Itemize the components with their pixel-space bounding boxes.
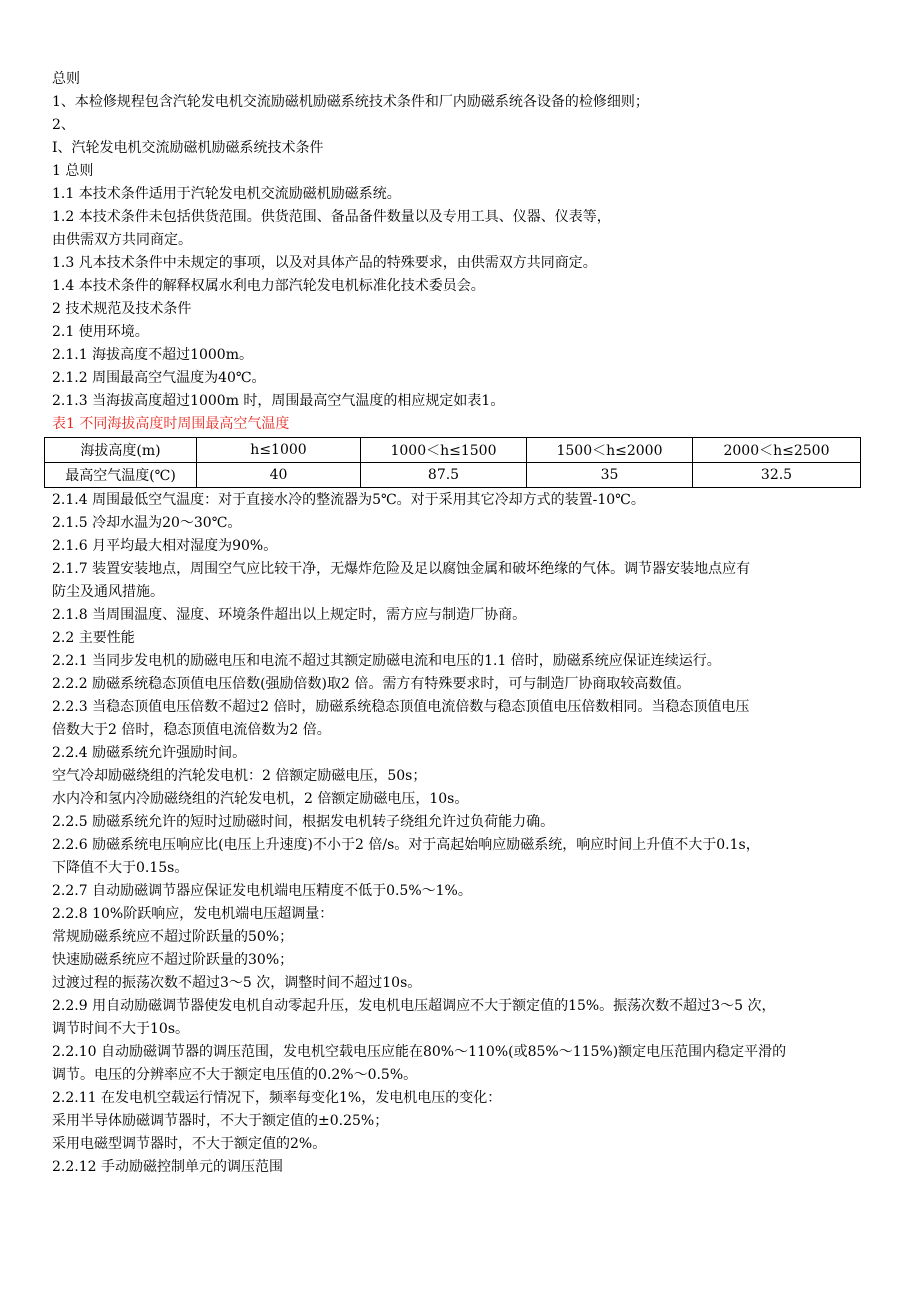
table-cell: 1000＜h≤1500: [361, 438, 527, 463]
text-line: 2.1 使用环境。: [52, 324, 149, 340]
document-page: [52, 68, 872, 1179]
text-line: 调节。电压的分辨率应不大于额定电压值的0.2%～0.5%。: [52, 1067, 418, 1083]
text-line: 倍数大于2 倍时，稳态顶值电流倍数为2 倍。: [52, 722, 331, 738]
heading-general: 总则: [52, 71, 80, 87]
table-cell: 87.5: [361, 463, 527, 488]
table-row: [45, 438, 861, 463]
text-line: 2.1.3 当海拔高度超过1000m 时，周围最高空气温度的相应规定如表1。: [52, 393, 505, 409]
text-line: 过渡过程的振荡次数不超过3～5 次，调整时间不超过10s。: [52, 975, 422, 991]
text-line: 防尘及通风措施。: [52, 584, 164, 600]
text-line: 水内冷和氢内冷励磁绕组的汽轮发电机，2 倍额定励磁电压，10s。: [52, 791, 469, 807]
text-line: 2.1.6 月平均最大相对湿度为90%。: [52, 538, 278, 554]
text-line: 下降值不大于0.15s。: [52, 860, 189, 876]
text-line: 1、本检修规程包含汽轮发电机交流励磁机励磁系统技术条件和厂内励磁系统各设备的检修细则；: [52, 94, 649, 110]
text-line: 2.2.11 在发电机空载运行情况下，频率每变化1%，发电机电压的变化：: [52, 1090, 502, 1106]
table-cell: h≤1000: [197, 438, 361, 463]
text-line: 2.1.1 海拔高度不超过1000m。: [52, 347, 253, 363]
section-heading: Ⅰ、汽轮发电机交流励磁机励磁系统技术条件: [52, 140, 324, 156]
text-line: 1.3 凡本技术条件中未规定的事项，以及对具体产品的特殊要求，由供需双方共同商定。: [52, 255, 597, 271]
text-line: 2.1.4 周围最低空气温度：对于直接水冷的整流器为5℃。对于采用其它冷却方式的装置-10℃。: [52, 492, 645, 508]
text-line: 2.2.7 自动励磁调节器应保证发电机端电压精度不低于0.5%～1%。: [52, 883, 472, 899]
text-line: 采用电磁型调节器时，不大于额定值的2%。: [52, 1136, 327, 1152]
altitude-temperature-table: [44, 437, 861, 488]
body-text-before-table: [52, 68, 872, 413]
text-line: 由供需双方共同商定。: [52, 232, 192, 248]
text-line: 常规励磁系统应不超过阶跃量的50%；: [52, 929, 294, 945]
section-heading: 2 技术规范及技术条件: [52, 301, 192, 317]
text-line: 2.2.4 励磁系统允许强励时间。: [52, 745, 247, 761]
text-line: 2.2.9 用自动励磁调节器使发电机自动零起升压，发电机电压超调应不大于额定值的15%。振荡次数不超过3～5 次，: [52, 998, 776, 1014]
text-line: 2.1.7 装置安装地点，周围空气应比较干净，无爆炸危险及足以腐蚀金属和破坏绝缘的气体。调节器安装地点应有: [52, 561, 751, 577]
text-line: 2.2.8 10%阶跃响应，发电机端电压超调量：: [52, 906, 334, 922]
table-cell: 32.5: [693, 463, 861, 488]
text-line: 1.1 本技术条件适用于汽轮发电机交流励磁机励磁系统。: [52, 186, 401, 202]
table-cell: 海拔高度(m): [45, 438, 197, 463]
text-line: 2.2.12 手动励磁控制单元的调压范围: [52, 1159, 283, 1175]
text-line: 2.1.5 冷却水温为20～30℃。: [52, 515, 242, 531]
table-caption: 表1 不同海拔高度时周围最高空气温度: [52, 416, 290, 432]
table-row: [45, 463, 861, 488]
text-line: 2.2.3 当稳态顶值电压倍数不超过2 倍时，励磁系统稳态顶值电流倍数与稳态顶值电压倍数相同。当稳态顶值电压: [52, 699, 750, 715]
text-line: 采用半导体励磁调节器时，不大于额定值的±0.25%；: [52, 1113, 389, 1129]
text-line: 2.2.10 自动励磁调节器的调压范围，发电机空载电压应能在80%～110%(或85%～115%)额定电压范围内稳定平滑的: [52, 1044, 787, 1060]
text-line: 2.2.1 当同步发电机的励磁电压和电流不超过其额定励磁电流和电压的1.1 倍时，励磁系统应保证连续运行。: [52, 653, 721, 669]
text-line: 1.2 本技术条件未包括供货范围。供货范围、备品备件数量以及专用工具、仪器、仪表等，: [52, 209, 611, 225]
body-text-after-table: [52, 489, 872, 1179]
section-heading: 2.2 主要性能: [52, 630, 135, 646]
text-line: 1.4 本技术条件的解释权属水利电力部汽轮发电机标准化技术委员会。: [52, 278, 485, 294]
text-line: 2.2.2 励磁系统稳态顶值电压倍数(强励倍数)取2 倍。需方有特殊要求时，可与制造厂协商取较高数值。: [52, 676, 691, 692]
text-line: 2.1.8 当周围温度、湿度、环境条件超出以上规定时，需方应与制造厂协商。: [52, 607, 527, 623]
text-line: 快速励磁系统应不超过阶跃量的30%；: [52, 952, 294, 968]
text-line: 2、: [52, 117, 75, 133]
table-cell: 1500＜h≤2000: [527, 438, 693, 463]
text-line: 2.2.6 励磁系统电压响应比(电压上升速度)不小于2 倍/s。对于高起始响应励磁系统，响应时间上升值不大于0.1s，: [52, 837, 760, 853]
table-cell: 最高空气温度(℃): [45, 463, 197, 488]
section-heading: 1 总则: [52, 163, 94, 179]
table-cell: 2000＜h≤2500: [693, 438, 861, 463]
text-line: 2.1.2 周围最高空气温度为40℃。: [52, 370, 266, 386]
text-line: 空气冷却励磁绕组的汽轮发电机：2 倍额定励磁电压，50s；: [52, 768, 427, 784]
table-cell: 35: [527, 463, 693, 488]
text-line: 调节时间不大于10s。: [52, 1021, 189, 1037]
table-cell: 40: [197, 463, 361, 488]
text-line: 2.2.5 励磁系统允许的短时过励磁时间，根据发电机转子绕组允许过负荷能力确。: [52, 814, 555, 830]
